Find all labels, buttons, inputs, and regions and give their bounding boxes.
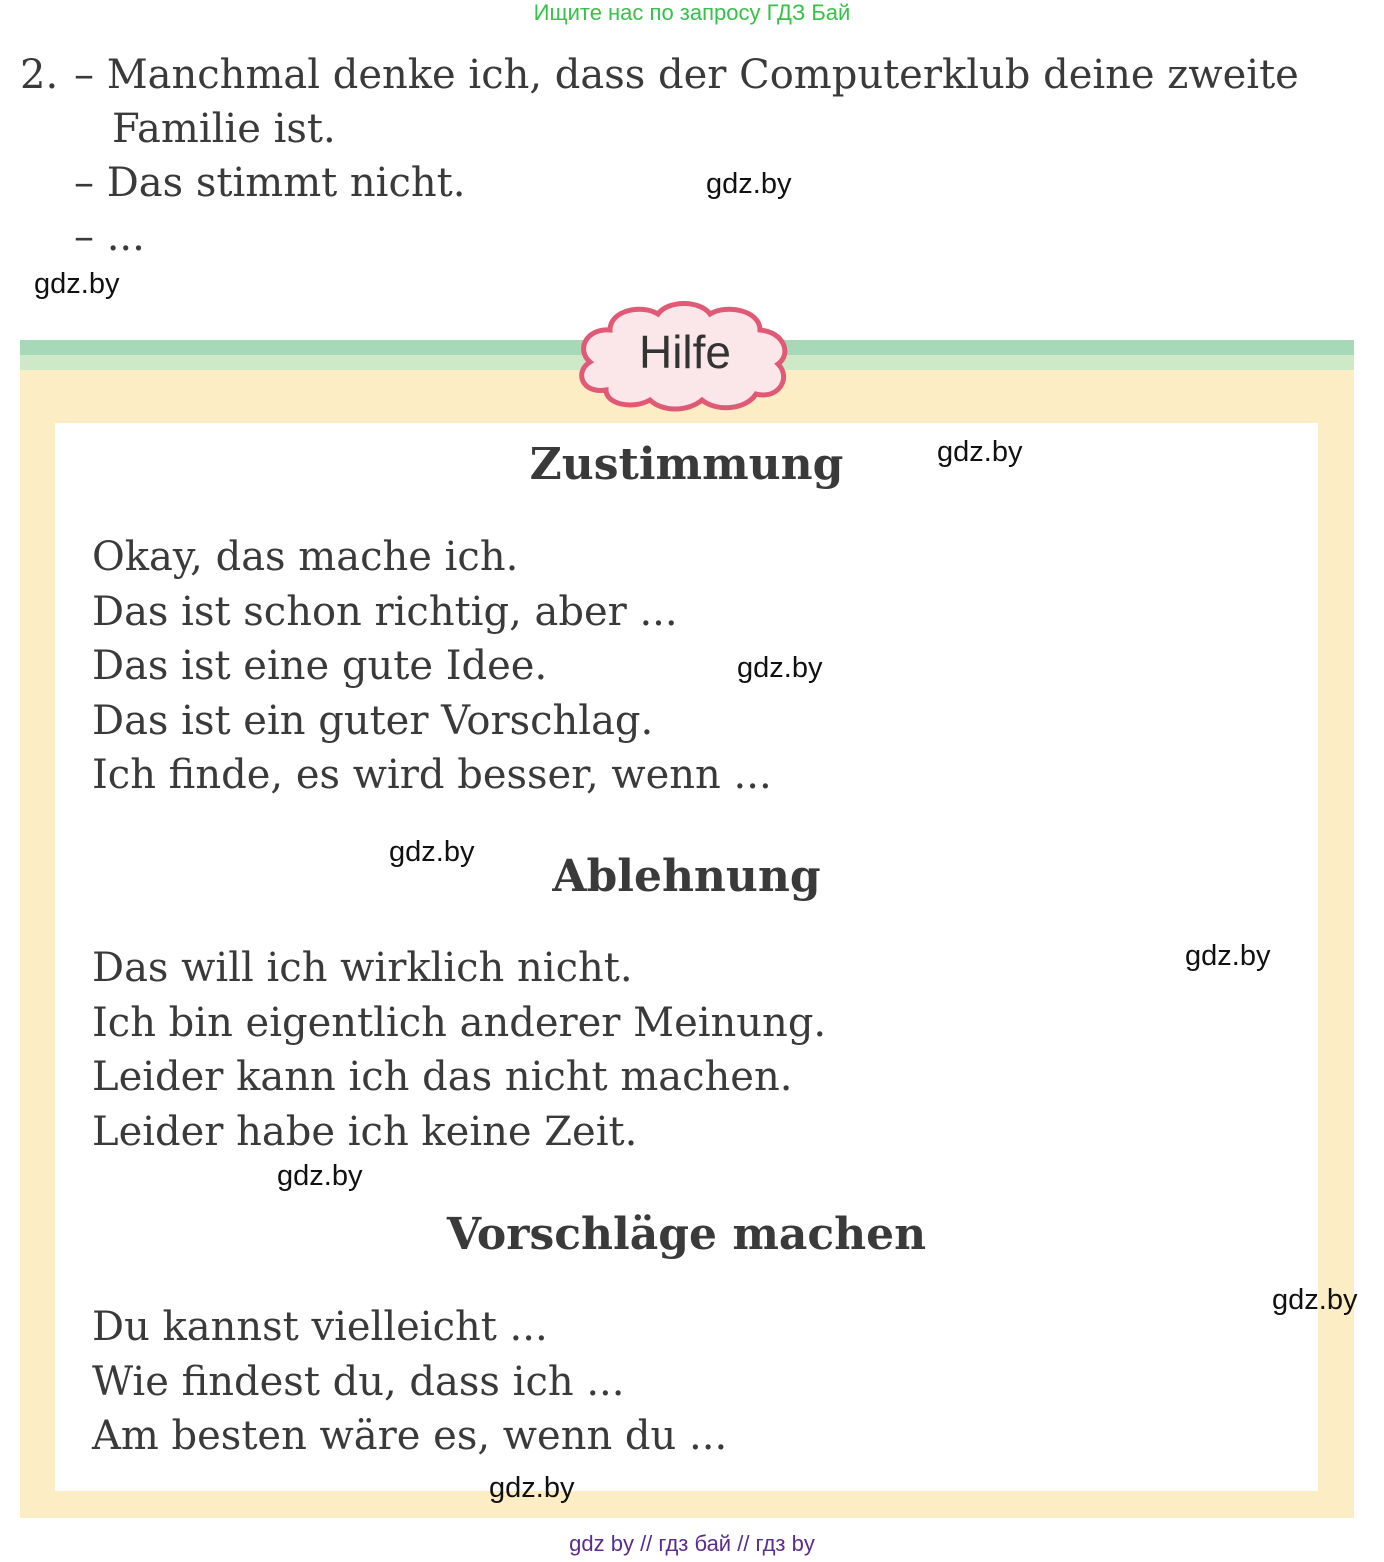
phrase-item: Das ist ein guter Vorschlag. — [92, 697, 654, 744]
watermark: gdz.by — [706, 168, 792, 200]
phrase-item: Das ist eine gute Idee. — [92, 643, 548, 689]
task-number: 2. — [20, 52, 59, 98]
footer-links: gdz by // гдз бай // гдз by — [569, 1531, 815, 1556]
watermark: gdz.by — [737, 652, 823, 684]
watermark: gdz.by — [1272, 1284, 1358, 1316]
section-title-vorschlaege: Vorschläge machen — [446, 1209, 927, 1260]
dialogue-line-1: – Manchmal denke ich, dass der Computerklub deine zweite — [74, 52, 1299, 98]
phrase-item: Du kannst vielleicht ... — [92, 1304, 548, 1350]
help-badge-label: Hilfe — [638, 326, 732, 378]
phrase-item: Das will ich wirklich nicht. — [92, 945, 633, 991]
watermark: gdz.by — [389, 836, 475, 868]
phrase-item: Das ist schon richtig, aber ... — [92, 588, 678, 635]
phrase-item: Leider habe ich keine Zeit. — [92, 1108, 638, 1155]
phrase-item: Ich bin eigentlich anderer Meinung. — [92, 999, 827, 1046]
dialogue-line-1-continued: Familie ist. — [112, 106, 336, 152]
phrase-list-vorschlaege — [92, 1300, 727, 1464]
watermark: gdz.by — [937, 436, 1023, 468]
phrase-item: Am besten wäre es, wenn du ... — [92, 1413, 728, 1459]
phrase-item: Wie findest du, dass ich ... — [92, 1358, 625, 1405]
dialogue-line-2: – Das stimmt nicht. — [74, 160, 466, 206]
watermark: gdz.by — [1185, 940, 1271, 972]
phrase-item: Leider kann ich das nicht machen. — [92, 1054, 793, 1100]
section-title-zustimmung: Zustimmung — [529, 439, 844, 490]
watermark: gdz.by — [277, 1160, 363, 1192]
phrase-list-ablehnung — [92, 941, 826, 1159]
dialogue-line-3: – ... — [74, 214, 145, 260]
phrase-item: Okay, das mache ich. — [92, 534, 519, 580]
watermark: gdz.by — [34, 268, 120, 300]
section-title-ablehnung: Ablehnung — [552, 851, 821, 902]
phrase-item: Ich finde, es wird besser, wenn ... — [92, 752, 772, 798]
top-banner: Ищите нас по запросу ГДЗ Бай — [533, 0, 851, 25]
phrase-list-zustimmung — [92, 530, 772, 803]
watermark: gdz.by — [489, 1472, 575, 1504]
